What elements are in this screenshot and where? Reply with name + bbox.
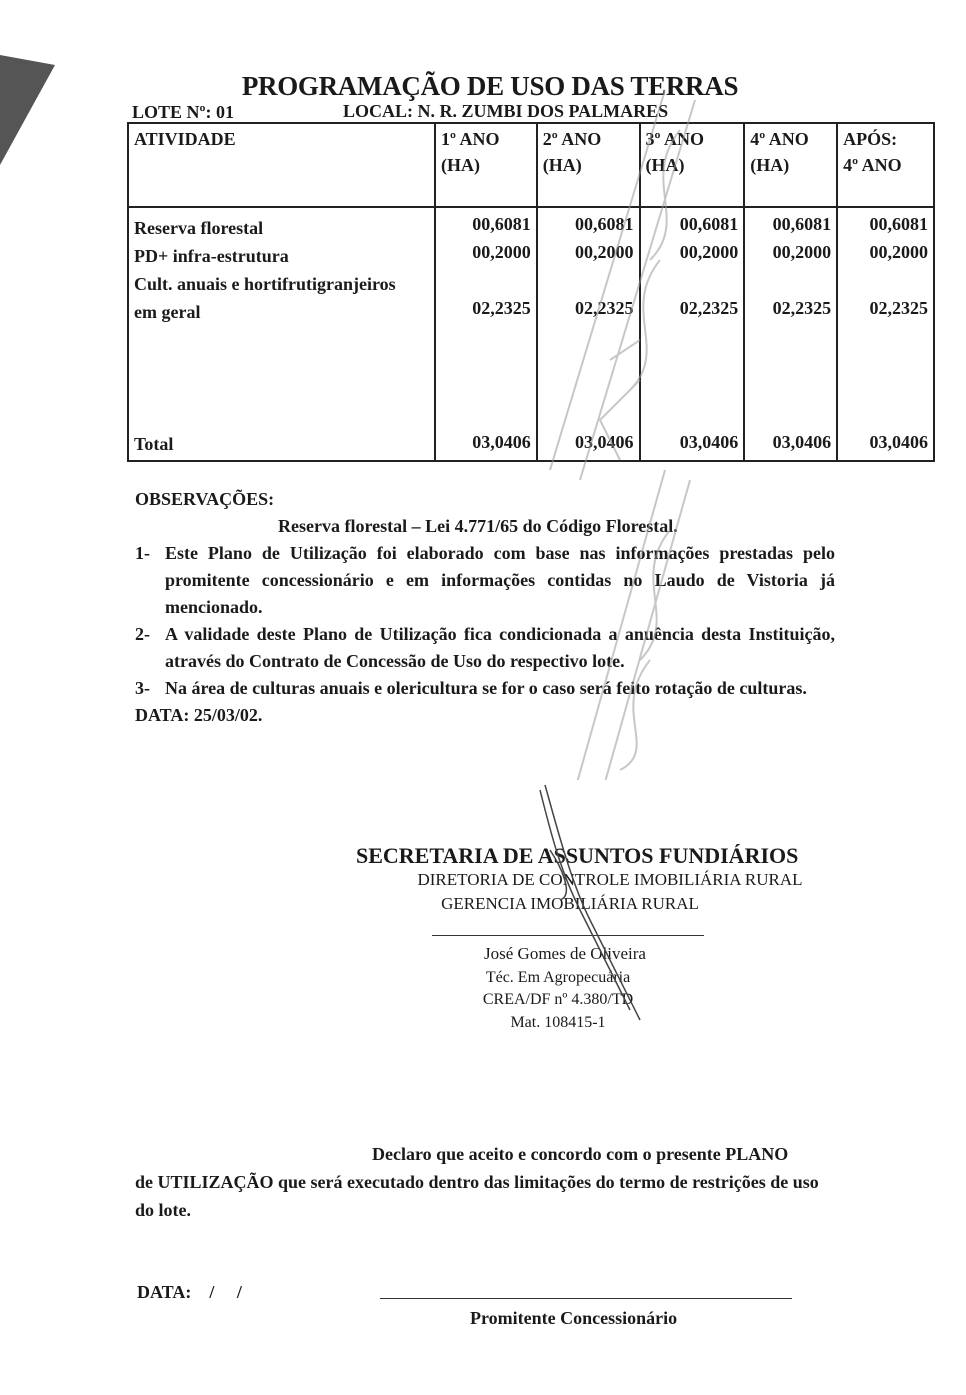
- observations-law: Reserva florestal – Lei 4.771/65 do Código Florestal.: [278, 516, 678, 536]
- concessionaire-signature-line: [380, 1298, 792, 1299]
- total-label: Total: [134, 434, 174, 454]
- signer-name: José Gomes de Oliveira: [484, 944, 646, 963]
- header-year-1: 1º ANO (HA): [435, 123, 537, 207]
- values-year-1: 00,6081 00,2000 02,2325 03,0406: [435, 207, 537, 461]
- values-year-4: 00,6081 00,2000 02,2325 03,0406: [744, 207, 837, 461]
- signature-org: SECRETARIA DE ASSUNTOS FUNDIÁRIOS: [356, 843, 799, 868]
- header-year-3: 3º ANO (HA): [640, 123, 745, 207]
- values-after-year-4: 00,6081 00,2000 02,2325 03,0406: [837, 207, 934, 461]
- footer-date-label: DATA: / /: [137, 1282, 242, 1302]
- header-after-year-4: APÓS: 4º ANO: [837, 123, 934, 207]
- observation-item: 1- Este Plano de Utilização foi elaborado com base nas informações prestadas pelo promitente concessionário e em informações contidas no Laudo de Vistoria já mencionado.: [135, 543, 835, 617]
- page-title: PROGRAMAÇÃO DE USO DAS TERRAS: [241, 71, 739, 101]
- observations-date: DATA: 25/03/02.: [135, 705, 263, 725]
- signature-dept1: DIRETORIA DE CONTROLE IMOBILIÁRIA RURAL: [417, 870, 803, 889]
- signer-crea: CREA/DF nº 4.380/TD: [482, 991, 634, 1008]
- signature-dept2: GERENCIA IMOBILIÁRIA RURAL: [441, 894, 699, 913]
- header-year-4: 4º ANO (HA): [744, 123, 837, 207]
- lote-number: LOTE Nº: 01: [132, 102, 234, 122]
- activities-cell: Reserva florestal PD+ infra-estrutura Cult. anuais e hortifrutigranjeiros em geral Total: [128, 207, 435, 461]
- declaration-text: Declaro que aceito e concordo com o presente PLANO de UTILIZAÇÃO que será executado dentro das limitações do termo de restrições de uso do lote.: [135, 1144, 819, 1220]
- observations-heading: OBSERVAÇÕES:: [135, 489, 275, 509]
- signer-role: Téc. Em Agropecuária: [485, 969, 631, 986]
- handwritten-signature: [500, 770, 680, 1040]
- stamp-acompanhado-contrato: [440, 60, 740, 780]
- observation-item: 2- A validade deste Plano de Utilização fica condicionada a anuência desta Instituição, através do Contrato de Concessão de Uso do respectivo lote.: [135, 624, 835, 671]
- local-label: LOCAL: N. R. ZUMBI DOS PALMARES: [343, 101, 669, 121]
- values-year-3: 00,6081 00,2000 02,2325 03,0406: [640, 207, 745, 461]
- signer-registration: Mat. 108415-1: [510, 1014, 606, 1031]
- values-year-2: 00,6081 00,2000 02,2325 03,0406: [537, 207, 640, 461]
- concessionaire-label: Promitente Concessionário: [470, 1308, 678, 1328]
- observation-item: 3- Na área de culturas anuais e olericultura se for o caso será feito rotação de culturas.: [135, 678, 807, 698]
- header-atividade: ATIVIDADE: [128, 123, 435, 207]
- header-year-2: 2º ANO (HA): [537, 123, 640, 207]
